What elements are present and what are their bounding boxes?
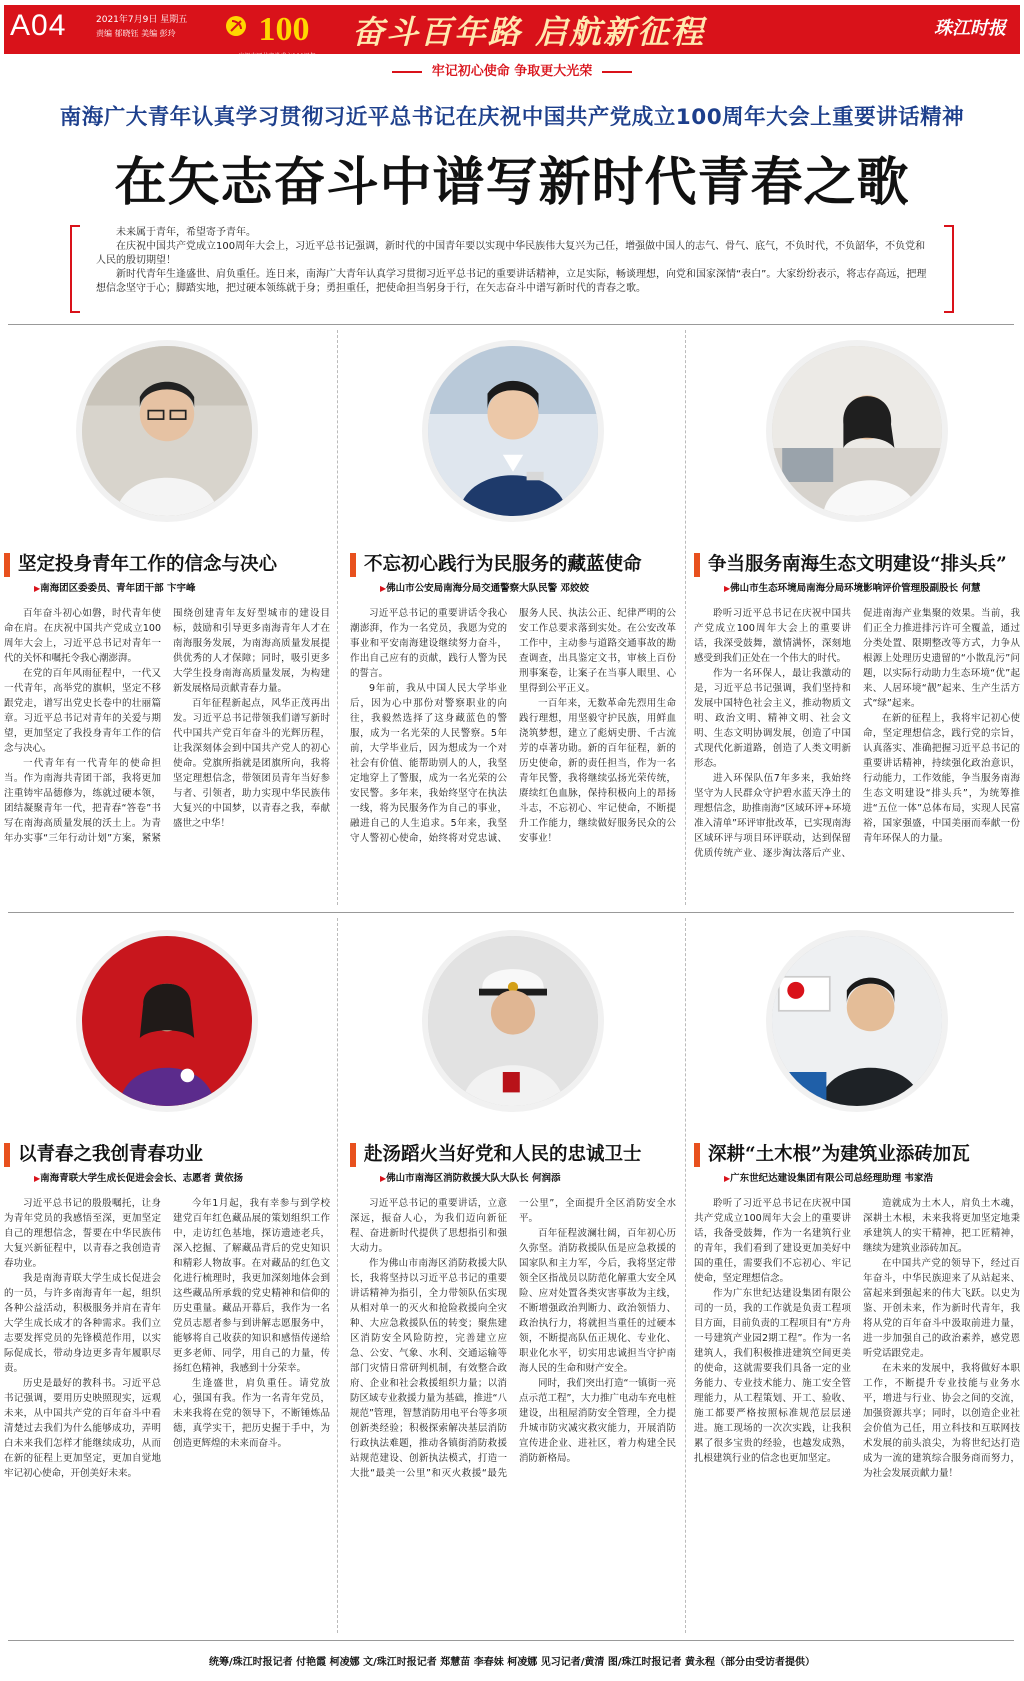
body-paragraph: 同时，我们突出打造“一镇街一亮点示范工程”，大力推广电动车充电桩建设，出租屋消防安全管理，全力提升城市防灾减灾救灾能力，开展消防宣传进企业、进社区，着力构建全民消防新格局。 <box>519 1378 676 1464</box>
body-paragraph: 百年征程波澜壮阔，百年初心历久弥坚。消防救援队伍是应急救援的国家队和主力军，今后，我将坚定带领全区指战员以防范化解重大安全风险、应对处置各类灾害事故为主线，不断增强政治判断力、政治领悟力、政治执行力，将就担当重任的过硬本领，不断提高队伍正规化、专业化、职业化水平，切实用忠诚担当守护南海人民的生命和财产安全。 <box>519 1228 676 1374</box>
profile-byline: ▶ 佛山市南海区消防救援大队大队长 何润添 <box>380 1170 560 1184</box>
title-marker <box>694 553 700 577</box>
profile-title-text: 深耕“土木根”为建筑业添砖加瓦 <box>708 1144 970 1165</box>
intro-bracket-right <box>944 225 954 313</box>
credits-footer: 统筹/珠江时报记者 付艳霞 柯凌娜 文/珠江时报记者 郑慧苗 李春妹 柯凌娜 见习记者/黄清 图/珠江时报记者 黄永程（部分由受访者提供） <box>209 1657 815 1668</box>
centenary-emblem <box>222 4 332 64</box>
profile-body <box>694 1196 1020 1536</box>
profile-title-text: 争当服务南海生态文明建设“排头兵” <box>708 554 1007 575</box>
sub-slogan: 牢记初心使命 争取更大光荣 <box>0 60 1024 79</box>
body-paragraph: 习近平总书记的殷殷嘱托，让身为青年党员的我感悟至深，更加坚定自己的理想信念，誓要在中华民族伟大复兴新征程中，以青春之我创造青春功业。 <box>4 1198 161 1269</box>
intro-text <box>96 226 928 296</box>
profile-title-text: 不忘初心践行为民服务的藏蓝使命 <box>364 554 642 575</box>
profile-title-text: 以青春之我创青春功业 <box>18 1144 204 1165</box>
profile-byline: ▶ 南海青联大学生成长促进会会长、志愿者 黄依扬 <box>34 1170 243 1184</box>
emblem-number: 100 <box>258 11 310 48</box>
body-paragraph: 作为广东世纪达建设集团有限公司的一员，我的工作就是负责工程项目方面，目前负责的工程项目有“方舟一号建筑产业园2期工程”。作为一名建筑人，我们积极推进建筑空间更美的使命，这就需要我们具备一定的业务能力、专业技术能力、施工安全管理能力，从工程策划、开工、验收、施工都要严格按照标准规范层层递进。施工现场的一次次实践，让我积累了很多宝贵的经验，也越发成熟，扎根建筑行业的信念也更加坚定。 <box>694 1288 851 1464</box>
column-divider <box>685 330 686 905</box>
body-paragraph: 进入环保队伍7年多来，我始终坚守为人民群众守护碧水蓝天净土的理想信念，助推南海“区域环评+环境准入清单”环评审批改革，已实现南海区域环评与项目环评联动，达到保留优质传统产业、逐步淘汰落后产业、促进南海产业集聚的效果。当前，我们正全力推进排污许可全覆盖，通过分类处置、限期整改等方式，力争从根源上处理历史遗留的“小散乱污”问题，以实际行动助力生态环境“优”起来、人居环境“靓”起来、生产生活方式“绿”起来。 <box>694 608 1020 859</box>
footer-divider <box>8 1640 1014 1641</box>
issue-date: 2021年7月9日 星期五 <box>96 15 188 25</box>
body-paragraph: 聆听习近平总书记在庆祝中国共产党成立100周年大会上的重要讲话，我深受鼓舞，激情满怀，深刻地感受到我们正处在一个伟大的时代。 <box>694 608 851 664</box>
masthead-slogan: 奋斗百年路 启航新征程 <box>352 13 706 51</box>
body-paragraph: 百年奋斗初心如磐，时代青年使命在肩。在庆祝中国共产党成立100周年大会上，习近平总书记对青年一代的关怀和嘱托令我心潮澎湃。 <box>4 608 161 664</box>
editor-credit: 责编 郁晓钰 美编 彭玲 <box>96 29 176 38</box>
emblem-caption: 庆祝中国共产党成立100周年 <box>238 53 316 60</box>
profile-title <box>4 550 330 577</box>
profile-byline: ▶ 佛山市公安局南海分局交通警察大队民警 邓姣姣 <box>380 580 589 594</box>
body-paragraph: 生逢盛世，肩负重任。请党放心，强国有我。作为一名青年党员，未来我将在党的领导下，不断锤炼品德，真学实干，把历史握于手中，为创造更辉煌的未来而奋斗。 <box>173 1378 330 1449</box>
intro-paragraph: 在庆祝中国共产党成立100周年大会上，习近平总书记强调，新时代的中国青年要以实现中华民族伟大复兴为己任，增强做中国人的志气、骨气、底气，不负时代，不负韶华，不负党和人民的殷切期望！ <box>96 241 926 266</box>
profile-title-text: 坚定投身青年工作的信念与决心 <box>18 554 278 575</box>
body-paragraph: 百年征程新起点，风华正茂再出发。习近平总书记带领我们谱写新时代中国共产党百年奋斗的光辉历程，让我深刻体会到中国共产党人的初心使命。党旗所指就是团旗所向，我将坚定理想信念，带领团员青年当好参与者、引领者，助力实现中华民族伟大复兴的中国梦，以青春之我，奉献盛世之中华！ <box>173 698 330 829</box>
body-paragraph: 作为一名环保人，最让我激动的是，习近平总书记强调，我们坚持和发展中国特色社会主义，推动物质文明、政治文明、精神文明、社会文明、生态文明协调发展，创造了中国式现代化新道路，创造了人类文明新形态。 <box>694 668 851 769</box>
profile-byline: ▶ 佛山市生态环境局南海分局环境影响评价管理股副股长 何慧 <box>724 580 980 594</box>
main-headline: 在矢志奋斗中谱写新时代青春之歌 <box>114 152 910 213</box>
title-marker <box>350 1143 356 1167</box>
section-divider <box>8 912 1014 913</box>
body-paragraph: 作为佛山市南海区消防救援大队长，我将坚持以习近平总书记的重要讲话精神为指引，全力带领队伍实现从相对单一的灭火和抢险救援向全灾种、大应急救援队伍的转变；聚焦建区消防安全风险防控，完善建立应急、公安、气象、水利、交通运输等部门灾情日常研判机制，有效整合政府、企业和社会救援组织力量；以消防区域专业救援力量为基础，推进“八规范”管理，智慧消防用电平台等多项创新类经验；积极探索解决基层消防行政执法难题，推动各镇街消防救援站规范建设、创新执法模式，打造一大批“最美一公里”和灭火救援“最先一公里”，全面提升全区消防安全水平。 <box>350 1198 676 1479</box>
portrait-photo <box>76 930 258 1112</box>
body-paragraph: 在中国共产党的领导下，经过百年奋斗，中华民族迎来了从站起来、富起来到强起来的伟大飞跃。以史为鉴、开创未来，作为新时代青年，我将从党的百年奋斗中汲取前进力量，进一步加强自己的政治素养，感党恩听党话跟党走。 <box>863 1258 1020 1359</box>
portrait-photo <box>422 340 604 522</box>
column-divider <box>337 918 338 1633</box>
body-paragraph: 习近平总书记的重要讲话令我心潮澎湃，作为一名党员，我愿为党的事业和平安南海建设继续努力奋斗，作出自己应有的贡献，践行人警为民的誓言。 <box>350 608 507 679</box>
body-paragraph: 在党的百年风雨征程中，一代又一代青年，高举党的旗帜，坚定不移跟党走，谱写出党史长卷中的壮丽篇章。习近平总书记对青年的关爱与期望，更加坚定了我投身青年工作的信念与决心。 <box>4 668 161 754</box>
intro-paragraph: 未来属于青年，希望寄予青年。 <box>116 227 256 238</box>
profile-byline: ▶ 广东世纪达建设集团有限公司总经理助理 韦家浩 <box>724 1170 933 1184</box>
title-marker <box>4 1143 10 1167</box>
intro-paragraph: 新时代青年生逢盛世、肩负重任。连日来，南海广大青年认真学习贯彻习近平总书记的重要讲话精神，立足实际，畅谈理想，向党和国家深情“表白”。大家纷纷表示，将志存高远，把理想信念坚守于心；脚踏实地，把过硬本领练就于身；勇担重任，把使命担当躬身于行，在矢志奋斗中谱写新时代的青春之歌。 <box>96 269 927 294</box>
body-paragraph: 造就成为土木人，肩负土木魂，深耕土木根，未来我将更加坚定地秉承建筑人的实干精神，把工匠精神，继续为建筑业添砖加瓦。 <box>863 1198 1020 1254</box>
profile-body <box>4 606 330 906</box>
profile-title <box>4 1140 330 1167</box>
profile-byline: ▶ 南海团区委委员、青年团干部 卞宇峰 <box>34 580 195 594</box>
column-divider <box>685 918 686 1633</box>
kicker-headline: 南海广大青年认真学习贯彻习近平总书记在庆祝中国共产党成立100周年大会上重要讲话精神 <box>59 105 965 130</box>
profile-body <box>350 1196 676 1536</box>
profile-title <box>350 1140 676 1167</box>
profile-title <box>694 1140 1020 1167</box>
profile-body <box>350 606 676 906</box>
section-divider <box>8 324 1014 325</box>
body-paragraph: 一百年来，无数革命先烈用生命践行理想，用坚毅守护民族，用鲜血浇筑梦想，建立了彪炳史册、千古流芳的卓著功勋。新的百年征程，新的历史使命，新的责任担当，作为一名青年民警，我将继续弘扬光荣传统，赓续红色血脉，保持积极向上的昂扬斗志，不忘初心、牢记使命，不断提升工作能力，继续做好服务民众的公安事业！ <box>519 698 676 844</box>
body-paragraph: 习近平总书记的重要讲话，立意深远，振奋人心，为我们迈向新征程、奋进新时代提供了思想指引和强大动力。 <box>350 1198 507 1254</box>
profile-title <box>350 550 676 577</box>
body-paragraph: 历史是最好的教科书。习近平总书记强调，要用历史映照现实，远观未来，从中国共产党的百年奋斗中看清楚过去我们为什么能够成功，弄明白未来我们怎样才能继续成功，从而在新的征程上更加坚定，更加自觉地牢记初心使命，开创美好未来。 <box>4 1378 161 1479</box>
title-marker <box>4 553 10 577</box>
portrait-photo <box>766 930 948 1112</box>
body-paragraph: 聆听了习近平总书记在庆祝中国共产党成立100周年大会上的重要讲话，我备受鼓舞，作为一名建筑行业的青年，我们看到了建设更加美好中国的重任，需要我们不忘初心、牢记使命，坚定理想信念。 <box>694 1198 851 1284</box>
body-paragraph: 9年前，我从中国人民大学毕业后，因为心中那份对警察职业的向往，我毅然选择了这身藏蓝色的警服，成为一名光荣的人民警察。5年前，大学毕业后，因为想成为一个对社会有价值、能帮助别人的人，我坚定地穿上了警服，成为一名光荣的公安民警。多年来，我始终坚守在执法一线，将为民服务作为自己的事业，融进自己的人生追求。5年来，我坚守人警初心使命，始终将对党忠诚、服务人民、执法公正、纪律严明的公安工作总要求落到实处。在公安改革工作中，主动参与道路交通事故的勘查调查，出具鉴定文书，审核上百份刑事案卷，让案子在当事人眼里、心里得到公平正义。 <box>350 608 676 844</box>
body-paragraph: 我是南海青联大学生成长促进会的一员，与许多南海青年一起，组织各种公益活动，积极服务并肩在青年大学生成长成才的各种需求。我们立志要发挥党员的先锋模范作用，以实际促成长，带动身边更多青年履职尽责。 <box>4 1273 161 1374</box>
portrait-photo <box>766 340 948 522</box>
newspaper-logo: 珠江时报 <box>934 18 1006 39</box>
title-marker <box>350 553 356 577</box>
title-marker <box>694 1143 700 1167</box>
profile-body <box>694 606 1020 906</box>
body-paragraph: 今年1月起，我有幸参与到学校建党百年红色藏品展的策划组织工作中，走访红色基地，探访遗迹老兵，深入挖掘、了解藏品背后的党史知识和精彩人物故事。在对藏品的红色文化进行梳理时，我更加深刻地体会到这些藏品所承载的党史精神和信仰的历史重量。藏品开幕后，我作为一名党员志愿者参与到讲解志愿服务中，能够将自己收获的知识和感悟传递给更多老师、同学，用自己的力量，传扬红色精神，我感到十分荣幸。 <box>173 1198 330 1374</box>
profile-title-text: 赴汤蹈火当好党和人民的忠诚卫士 <box>364 1144 642 1165</box>
column-divider <box>337 330 338 905</box>
portrait-photo <box>422 930 604 1112</box>
profile-title <box>694 550 1020 577</box>
profile-body <box>4 1196 330 1536</box>
body-paragraph: 一代青年有一代青年的使命担当。作为南海共青团干部，我将更加注重铸牢品德修为，练就过硬本领，团结凝聚青年一代，把青春“答卷”书写在南海高质量发展的沃土上。为青年办实事“三年行动计划”方案，紧紧围绕创建青年友好型城市的建设目标，鼓励和引导更多南海青年人才在南海服务发展，为南海高质量发展提供优秀的人才保障；同时，吸引更多大学生投身南海高质量发展，为构建新发展格局贡献青春力量。 <box>4 608 330 844</box>
intro-bracket-left <box>70 225 80 313</box>
body-paragraph: 在新的征程上，我将牢记初心使命，坚定理想信念，践行党的宗旨，认真落实、准确把握习近平总书记的重要讲话精神，持续强化政治意识，行动能力，工作效能，争当服务南海生态文明建设“排头兵”，为统筹推进“五位一体”总体布局，实现人民富裕，国家强盛，中国美丽而奉献一份青年环保人的力量。 <box>863 713 1020 844</box>
page-number: A04 <box>10 9 67 42</box>
body-paragraph: 在未来的发展中，我将做好本职工作，不断提升专业技能与业务水平，增进与行业、协会之间的交流，加强资源共享；同时，以创造企业社会价值为己任，用立科技和互联网技术发展的前头浪尖，为将世纪达打造成为一流的建筑综合服务商而努力，为社会发展贡献力量！ <box>863 1363 1020 1479</box>
portrait-photo <box>76 340 258 522</box>
